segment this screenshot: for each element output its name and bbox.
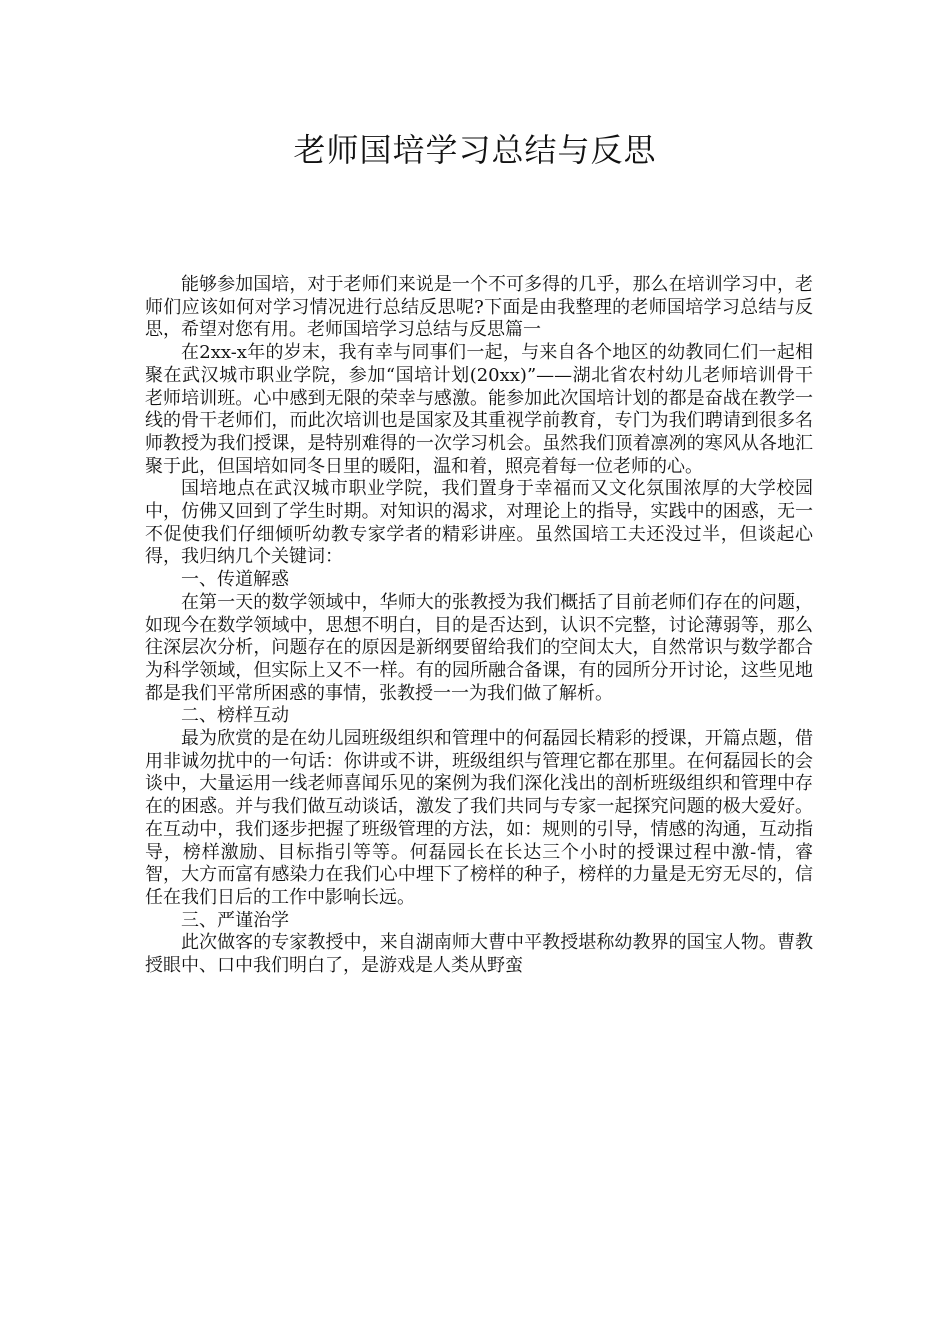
paragraph-intro: 能够参加国培，对于老师们来说是一个不可多得的几乎，那么在培训学习中，老师们应该如何对学习情况进行总结反思呢?下面是由我整理的老师国培学习总结与反思，希望对您有用。老师国培学习总结与反思篇一 — [145, 274, 813, 341]
document-title: 老师国培学习总结与反思 — [293, 131, 657, 169]
section-heading-1: 一、传道解惑 — [181, 569, 289, 591]
section-heading-3: 三、严谨治学 — [181, 909, 289, 931]
paragraph-section-3: 此次做客的专家教授中，来自湖南师大曹中平教授堪称幼教界的国宝人物。曹教授眼中、口中我们明白了，是游戏是人类从野蛮 — [145, 932, 813, 977]
paragraph-training-location: 国培地点在武汉城市职业学院，我们置身于幸福而又文化氛围浓厚的大学校园中，仿佛又回到了学生时期。对知识的渴求，对理论上的指导，实践中的困惑，无一不促使我们仔细倾听幼教专家学者的精彩讲座。虽然国培工夫还没过半，但谈起心得，我归纳几个关键词： — [145, 478, 813, 568]
document-body — [145, 274, 813, 978]
section-heading-2: 二、榜样互动 — [181, 705, 289, 727]
paragraph-section-2: 最为欣赏的是在幼儿园班级组织和管理中的何磊园长精彩的授课，开篇点题，借用非诚勿扰中的一句话：你讲或不讲，班级组织与管理它都在那里。在何磊园长的会谈中，大量运用一线老师喜闻乐见的案例为我们深化浅出的剖析班级组织和管理中存在的困惑。并与我们做互动谈话，激发了我们共同与专家一起探究问题的极大爱好。在互动中，我们逐步把握了班级管理的方法，如：规则的引导，情感的沟通，互动指导，榜样激励、目标指引等等。何磊园长在长达三个小时的授课过程中激-情，睿智，大方而富有感染力在我们心中埋下了榜样的种子，榜样的力量是无穷无尽的，信任在我们日后的工作中影响长远。 — [145, 728, 813, 908]
paragraph-training-experience: 在2xx-x年的岁末，我有幸与同事们一起，与来自各个地区的幼教同仁们一起相聚在武汉城市职业学院，参加“国培计划(20xx)”——湖北省农村幼儿老师培训骨干老师培训班。心中感到无限的荣幸与感激。能参加此次国培计划的都是奋战在教学一线的骨干老师们，而此次培训也是国家及其重视学前教育，专门为我们聘请到很多名师教授为我们授课，是特别难得的一次学习机会。虽然我们顶着凛冽的寒风从各地汇聚于此，但国培如同冬日里的暖阳，温和着，照亮着每一位老师的心。 — [145, 342, 813, 477]
paragraph-section-1: 在第一天的数学领域中，华师大的张教授为我们概括了目前老师们存在的问题，如现今在数学领域中，思想不明白，目的是否达到，认识不完整，讨论薄弱等，那么往深层次分析，问题存在的原因是新纲要留给我们的空间太大，自然常识与数学都合为科学领域，但实际上又不一样。有的园所融合备课，有的园所分开讨论，这些见地都是我们平常所困惑的事情，张教授一一为我们做了解析。 — [145, 591, 813, 704]
